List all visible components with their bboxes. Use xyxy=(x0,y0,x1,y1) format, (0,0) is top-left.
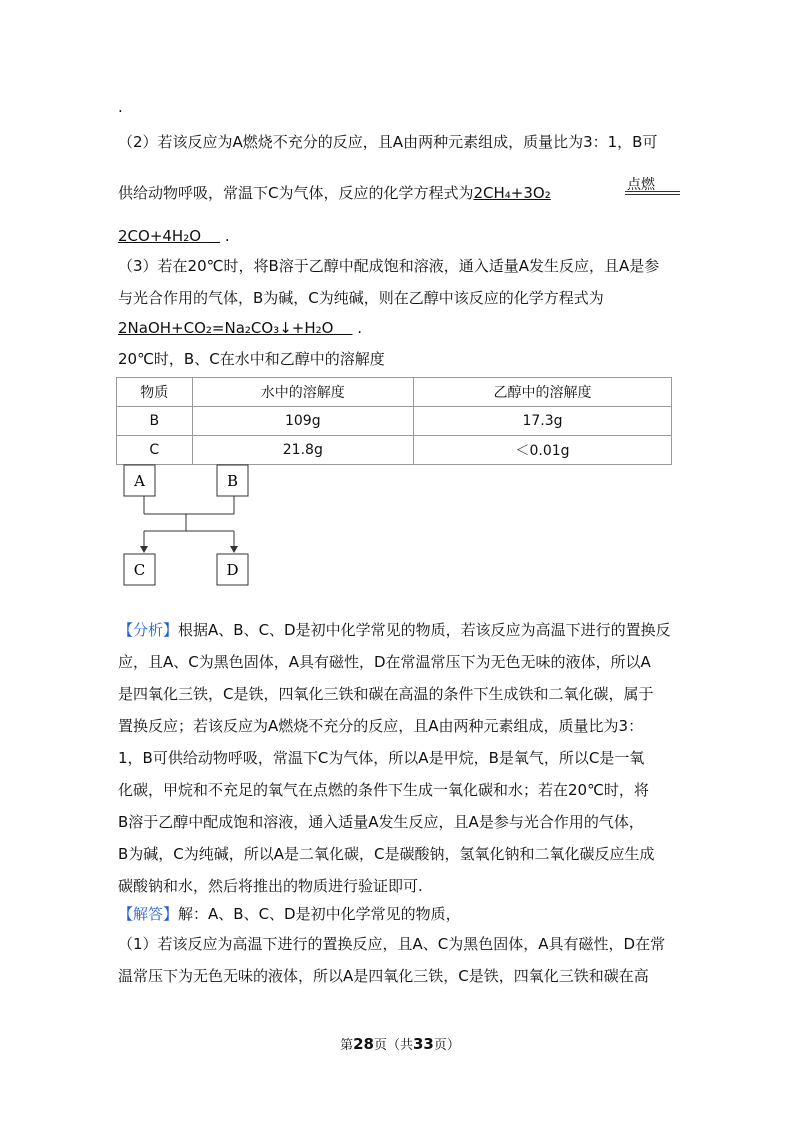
table-row xyxy=(117,407,672,436)
answer-tag: 【解答】 xyxy=(118,905,179,923)
para3-equation: 2NaOH+CO₂=Na₂CO₃↓+H₂O xyxy=(118,319,334,337)
table-cell: 21.8g xyxy=(192,436,413,465)
node-label-c: C xyxy=(133,561,146,579)
page-number: 28 xyxy=(353,1035,374,1053)
reaction-diagram xyxy=(118,462,258,590)
para2-line2-prefix: 供给动物呼吸，常温下C为气体，反应的化学方程式为 xyxy=(118,184,474,202)
para2-line3 xyxy=(118,226,230,246)
answer-line: （1）若该反应为高温下进行的置换反应，且A、C为黑色固体，A具有磁性，D在常 xyxy=(118,935,666,953)
analysis-line: 应，且A、C为黑色固体，A具有磁性，D在常温常压下为无色无味的液体，所以A xyxy=(118,653,651,671)
ignition-condition: 点燃 xyxy=(627,177,655,193)
para2-line3-end: . xyxy=(224,227,230,245)
para2-equation-right: 2CO+4H₂O xyxy=(118,227,202,245)
table-caption: 20℃时，B、C在水中和乙醇中的溶解度 xyxy=(118,350,385,368)
para2-line2 xyxy=(118,183,551,203)
node-label-a: A xyxy=(134,472,145,490)
equation-double-line xyxy=(625,191,680,195)
answer-line xyxy=(118,904,461,924)
analysis-line: 置换反应；若该反应为A燃烧不充分的反应，且A由两种元素组成，质量比为3： xyxy=(118,717,644,735)
para3-line1: （3）若在20℃时，将B溶于乙醇中配成饱和溶液，通入适量A发生反应，且A是参 xyxy=(118,257,660,275)
answer-text: 解：A、B、C、D是初中化学常见的物质， xyxy=(178,905,461,923)
analysis-line: 碳酸钠和水，然后将推出的物质进行验证即可. xyxy=(118,877,423,895)
analysis-line: B溶于乙醇中配成饱和溶液，通入适量A发生反应，且A是参与光合作用的气体， xyxy=(118,813,644,831)
answer-line: 温常压下为无色无味的液体，所以A是四氧化三铁，C是铁，四氧化三铁和碳在高 xyxy=(118,967,649,985)
para2-equation-left: 2CH₄+3O₂ xyxy=(473,184,551,202)
page-total: 33 xyxy=(413,1035,434,1053)
analysis-line: 化碳，甲烷和不充足的氧气在点燃的条件下生成一氧化碳和水；若在20℃时，将 xyxy=(118,781,649,799)
para2-line1: （2）若该反应为A燃烧不充分的反应，且A由两种元素组成，质量比为3：1，B可 xyxy=(118,133,658,151)
table-header: 水中的溶解度 xyxy=(192,378,413,407)
table-header: 物质 xyxy=(117,378,193,407)
table-header-row xyxy=(117,378,672,407)
para3-line3-end: . xyxy=(357,319,363,337)
analysis-line: 是四氧化三铁，C是铁，四氧化三铁和碳在高温的条件下生成铁和二氧化碳，属于 xyxy=(118,685,654,703)
analysis-text: 根据A、B、C、D是初中化学常见的物质，若该反应为高温下进行的置换反 xyxy=(178,621,671,639)
arrowhead-c xyxy=(140,546,148,553)
analysis-line xyxy=(118,620,671,640)
analysis-tag: 【分析】 xyxy=(118,621,179,639)
table-cell: 17.3g xyxy=(414,407,672,436)
analysis-line: B为碱，C为纯碱，所以A是二氧化碳，C是碳酸钠，氢氧化钠和二氧化碳反应生成 xyxy=(118,845,655,863)
solubility-table xyxy=(116,377,672,465)
node-label-b: B xyxy=(226,472,239,490)
page-footer: 第28页（共33页） xyxy=(340,1035,460,1053)
table-cell: 109g xyxy=(192,407,413,436)
table-cell: ＜0.01g xyxy=(414,436,672,465)
leading-dot: . xyxy=(118,98,123,116)
table-cell: C xyxy=(117,436,193,465)
table-cell: B xyxy=(117,407,193,436)
arrowhead-d xyxy=(230,546,238,553)
para3-line3 xyxy=(118,318,362,338)
analysis-line: 1，B可供给动物呼吸，常温下C为气体，所以A是甲烷，B是氧气，所以C是一氧 xyxy=(118,749,645,767)
table-row xyxy=(117,436,672,465)
node-label-d: D xyxy=(226,561,239,579)
table-header: 乙醇中的溶解度 xyxy=(414,378,672,407)
para3-line2: 与光合作用的气体，B为碱，C为纯碱，则在乙醇中该反应的化学方程式为 xyxy=(118,289,604,307)
